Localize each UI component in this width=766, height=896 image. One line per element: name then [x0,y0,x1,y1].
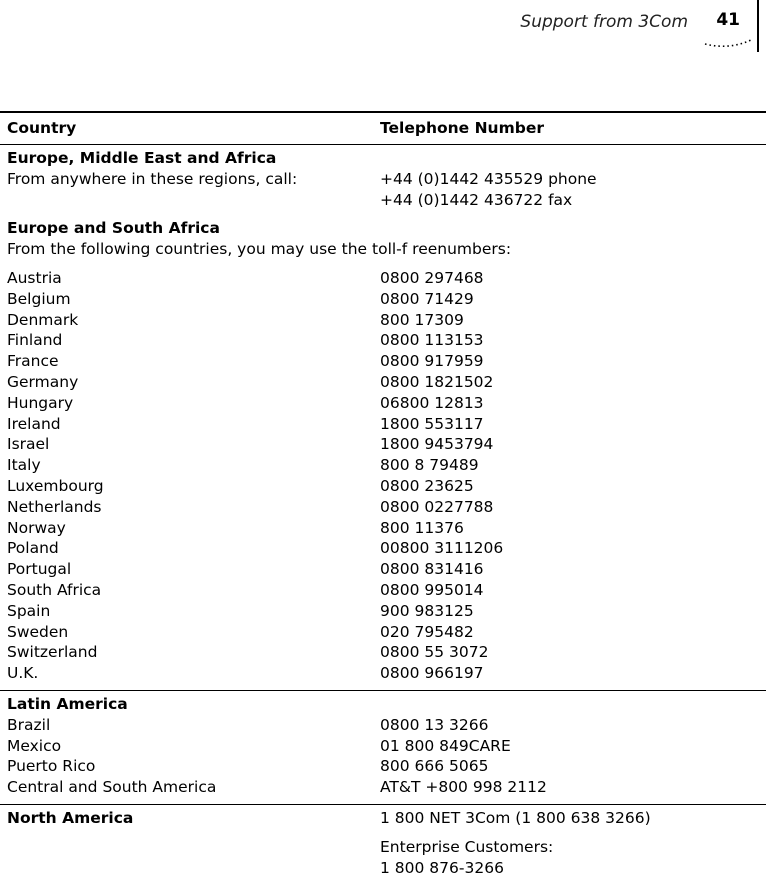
phone-cell: 0800 297468 [380,268,484,287]
phone-cell: 0800 831416 [380,560,484,579]
north-america-phone: 1 800 NET 3Com (1 800 638 3266) [380,808,651,827]
country-cell: Israel [7,435,50,454]
table-row [0,559,766,580]
table-row [0,777,766,798]
phone-cell: 1800 553117 [380,414,484,433]
country-cell: Germany [7,372,79,391]
emea-label: From anywhere in these regions, call: [7,169,298,188]
section-intro: From the following countries, you may use the toll-f reenumbers: [7,240,512,259]
phone-cell: 0800 966197 [380,664,484,683]
table-row [0,414,766,435]
country-cell: Netherlands [7,497,102,516]
phone-cell: 0800 13 3266 [380,715,489,734]
country-cell: Finland [7,331,63,350]
table-row [0,330,766,351]
table-row [0,642,766,663]
country-cell: South Africa [7,580,102,599]
phone-cell: 0800 113153 [380,331,484,350]
phone-cell: 0800 55 3072 [380,643,489,662]
country-cell: Puerto Rico [7,757,96,776]
table-row [0,715,766,736]
table-row [0,601,766,622]
table-row [0,268,766,289]
enterprise-phone: 1 800 876-3266 [380,858,504,877]
table-row [0,622,766,643]
phone-cell: AT&T +800 998 2112 [380,778,547,797]
phone-cell: 0800 1821502 [380,372,494,391]
country-cell: Luxembourg [7,476,104,495]
table-row [0,310,766,331]
emea-fax: +44 (0)1442 436722 fax [380,190,573,209]
country-cell: Sweden [7,622,69,641]
country-cell: Hungary [7,393,74,412]
header-dotted-curve [703,34,755,52]
country-cell: Denmark [7,310,79,329]
header-vertical-rule [757,0,759,52]
phone-cell: 020 795482 [380,622,474,641]
section-heading: Europe, Middle East and Africa [7,149,277,167]
country-cell: Mexico [7,736,62,755]
table-row [0,289,766,310]
section-emea [0,145,766,210]
phone-cell: 0800 71429 [380,289,474,308]
table-row [0,372,766,393]
country-cell: Belgium [7,289,71,308]
phone-cell: 800 17309 [380,310,464,329]
phone-cell: 0800 23625 [380,476,474,495]
country-cell: Norway [7,518,66,537]
phone-cell: 00800 3111206 [380,539,504,558]
section-heading: Latin America [7,694,128,713]
phone-cell: 0800 0227788 [380,497,494,516]
table-row [0,393,766,414]
column-header-country: Country [7,119,77,137]
section-latin-america [0,691,766,798]
country-cell: Portugal [7,560,72,579]
phone-cell: 01 800 849CARE [380,736,511,755]
phone-cell: 06800 12813 [380,393,484,412]
phone-cell: 0800 917959 [380,352,484,371]
country-cell: Central and South America [7,778,217,797]
phone-cell: 800 8 79489 [380,456,479,475]
table-row [0,538,766,559]
table-header-row [0,113,766,144]
column-header-telephone: Telephone Number [380,119,544,137]
phone-cell: 800 666 5065 [380,757,489,776]
country-cell: Poland [7,539,59,558]
country-cell: France [7,352,59,371]
table-row [0,351,766,372]
country-cell: Ireland [7,414,61,433]
table-row [0,497,766,518]
section-north-america [0,805,766,878]
section-europe-south-africa [0,218,766,684]
table-row [0,756,766,777]
table-row [0,518,766,539]
country-cell: Italy [7,456,41,475]
country-cell: Switzerland [7,643,98,662]
table-row [0,455,766,476]
running-title: Support from 3Com [520,12,688,32]
phone-cell: 1800 9453794 [380,435,494,454]
country-cell: U.K. [7,664,39,683]
country-cell: Austria [7,268,62,287]
table-row [0,476,766,497]
support-phone-table [0,113,766,878]
emea-phone: +44 (0)1442 435529 phone [380,169,597,188]
section-heading: Europe and South Africa [7,219,220,238]
enterprise-label: Enterprise Customers: [380,837,554,856]
section-heading: North America [7,808,134,827]
table-row [0,580,766,601]
country-cell: Brazil [7,715,51,734]
country-cell: Spain [7,601,51,620]
table-row [0,736,766,757]
phone-cell: 0800 995014 [380,580,484,599]
phone-cell: 900 983125 [380,601,474,620]
table-row [0,663,766,684]
phone-cell: 800 11376 [380,518,464,537]
table-row [0,434,766,455]
page-number: 41 [716,10,740,30]
